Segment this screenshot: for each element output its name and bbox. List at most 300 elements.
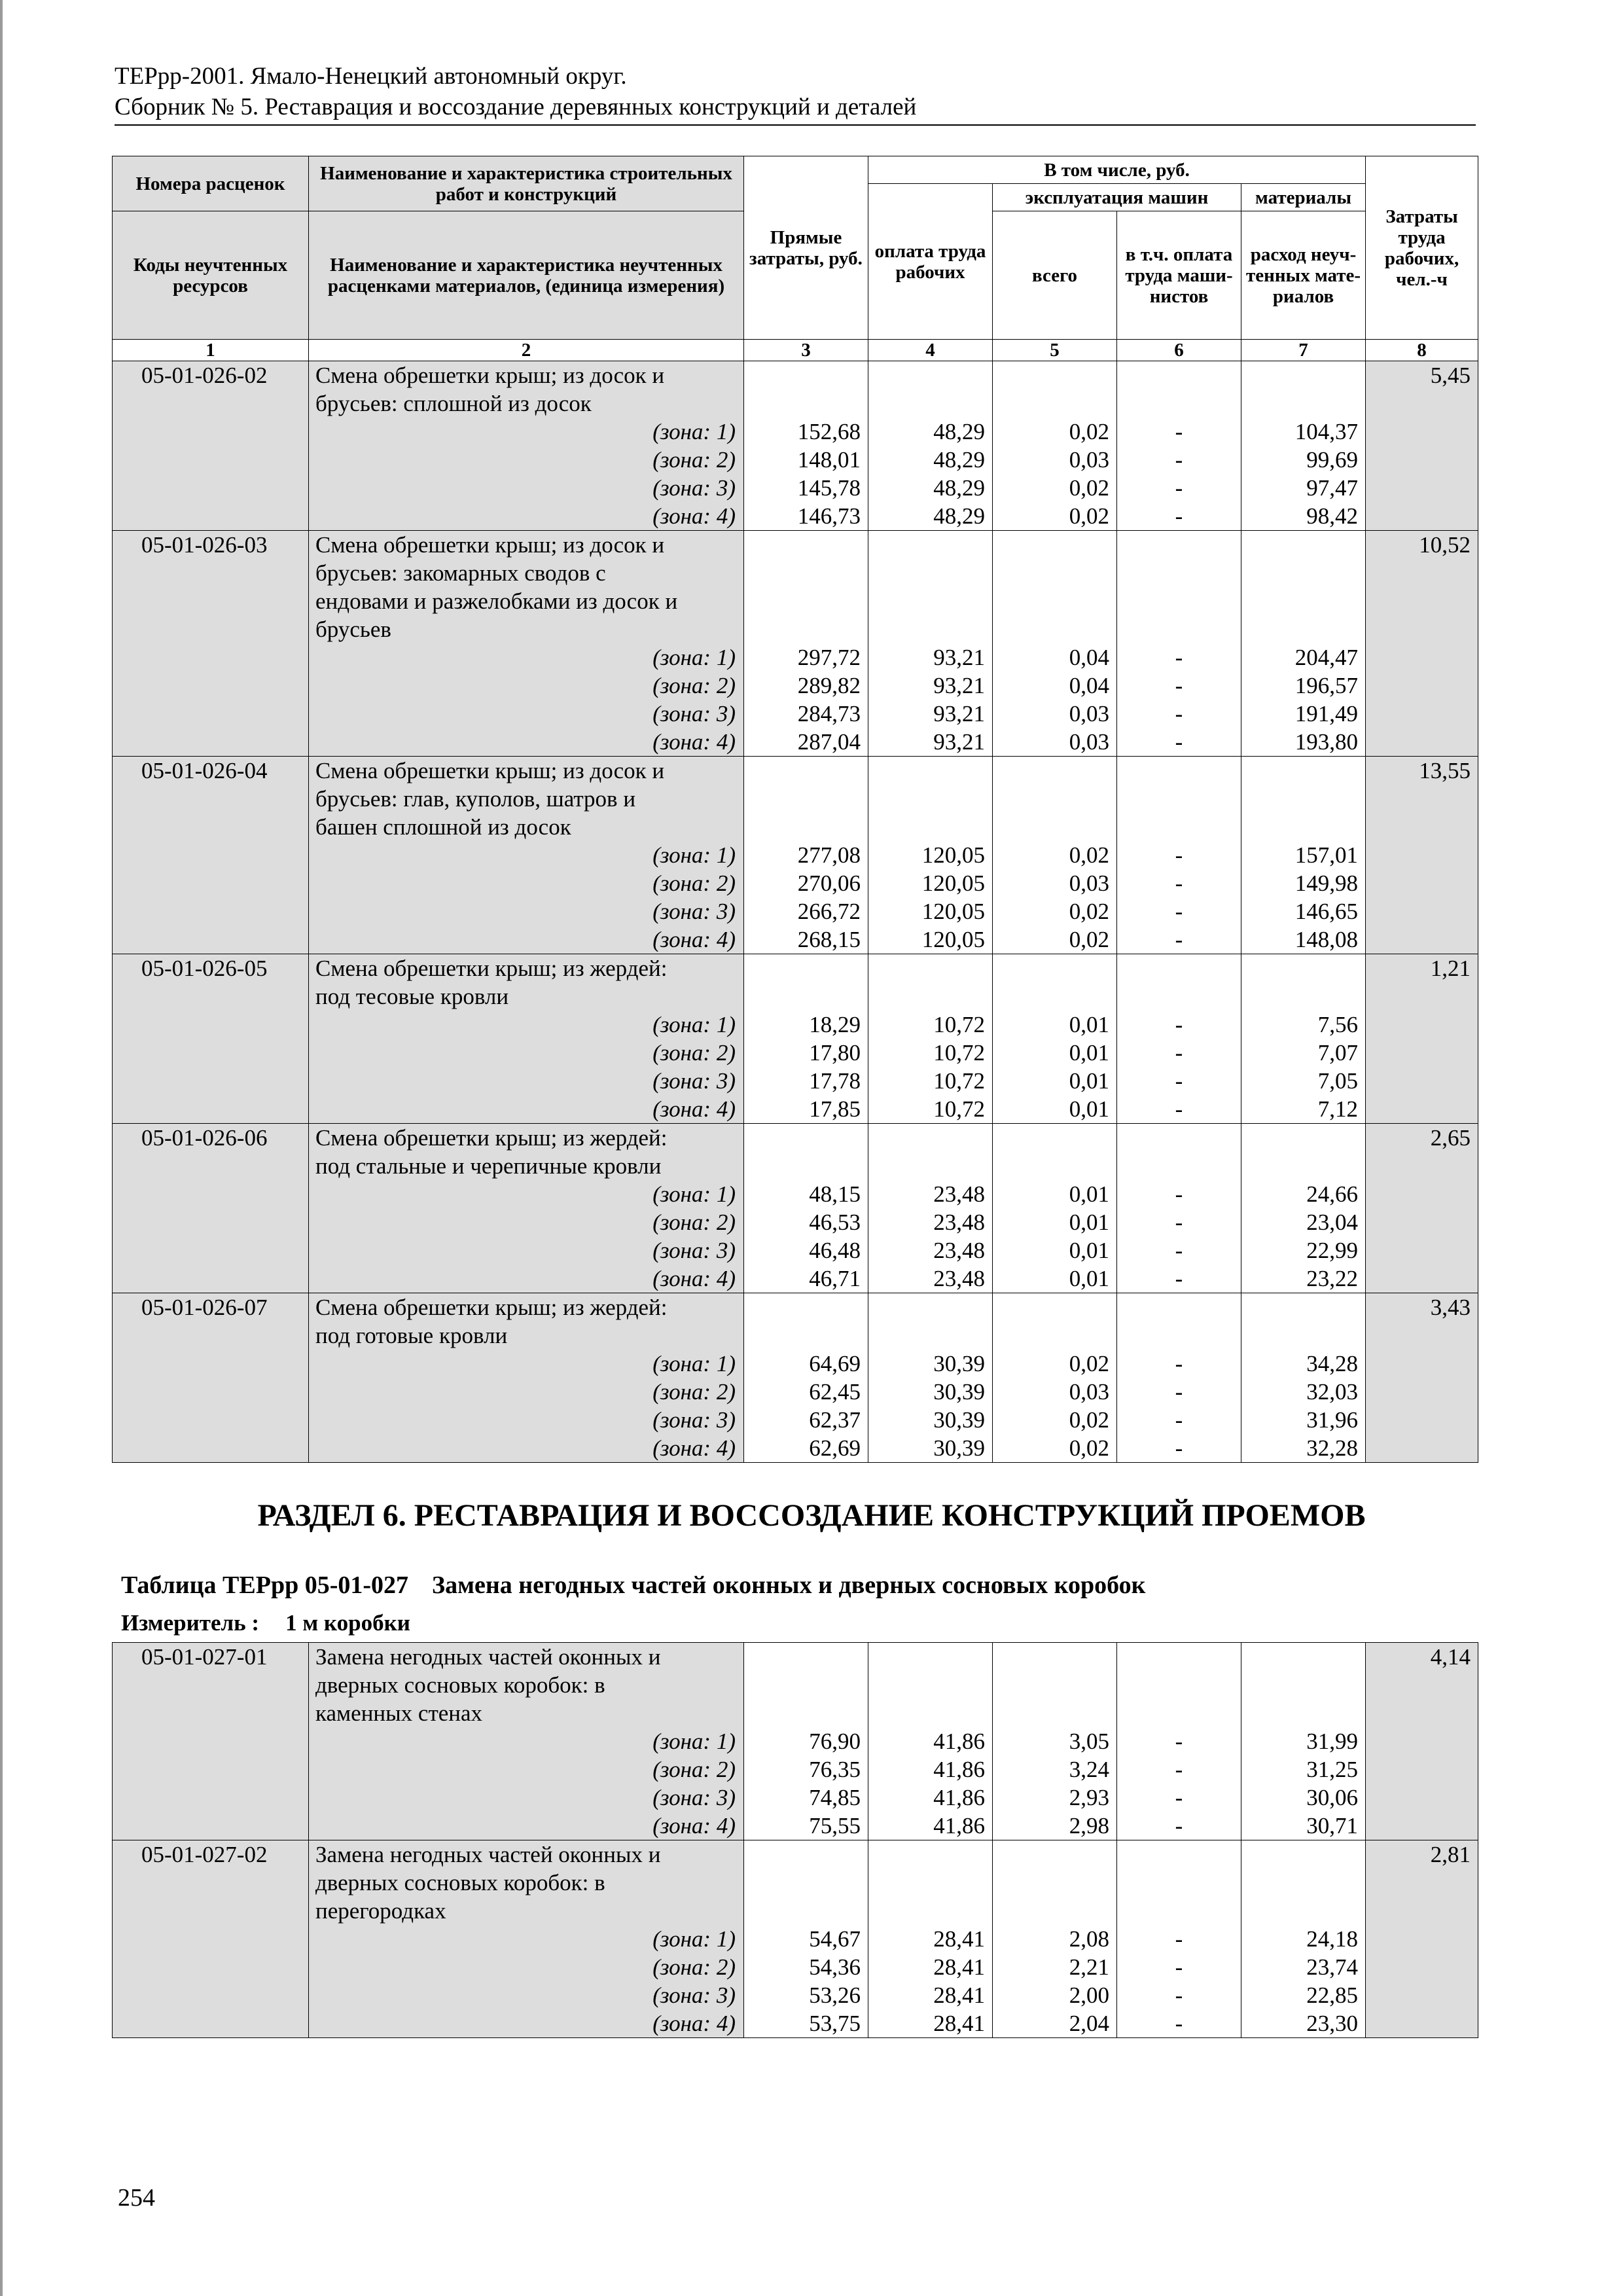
spacer xyxy=(868,1321,992,1350)
machines-total-value: 0,03 xyxy=(1069,729,1109,755)
spacer xyxy=(868,1152,992,1180)
rate-name-cell xyxy=(309,954,744,1124)
wages-value: 10,72 xyxy=(933,1096,985,1122)
direct-cost-value: 46,53 xyxy=(809,1210,861,1235)
spacer xyxy=(744,1869,868,1897)
materials-value: 23,30 xyxy=(1306,2011,1358,2036)
labor-cell xyxy=(1366,531,1478,757)
materials-value: 22,99 xyxy=(1306,1238,1359,1263)
machinist-wages-cell xyxy=(1117,1840,1241,2038)
spacer xyxy=(1241,1869,1365,1897)
wages-cell xyxy=(868,361,993,531)
col-wages-header: оплата труда рабочих xyxy=(868,184,993,340)
materials-value: 204,47 xyxy=(1294,645,1359,670)
spacer xyxy=(1117,813,1241,841)
materials-value: 30,06 xyxy=(1306,1785,1358,1810)
direct-cost-value: 145,78 xyxy=(797,475,861,501)
rate-name-line: башен сплошной из досок xyxy=(315,814,571,840)
machinist-wages-value: - xyxy=(1175,1926,1183,1952)
wages-value: 30,39 xyxy=(933,1379,985,1405)
wages-value: 30,39 xyxy=(933,1435,985,1461)
machinist-wages-cell xyxy=(1117,757,1241,954)
spacer xyxy=(1117,615,1241,643)
spacer xyxy=(1241,1840,1365,1869)
spacer xyxy=(993,361,1116,389)
zone-label: (зона: 1) xyxy=(652,1926,736,1952)
zone-label: (зона: 4) xyxy=(652,503,736,529)
direct-cost-cell xyxy=(744,1293,868,1463)
materials-value: 7,07 xyxy=(1317,1040,1359,1066)
direct-cost-value: 53,26 xyxy=(809,1982,861,2008)
machines-total-value: 0,01 xyxy=(1069,1266,1109,1291)
wages-cell xyxy=(868,1124,993,1293)
table-caption-label: Таблица ТЕРрр 05-01-027 xyxy=(121,1571,409,1599)
materials-value: 7,05 xyxy=(1317,1068,1359,1094)
zone-label: (зона: 3) xyxy=(652,1238,736,1263)
machines-total-value: 0,03 xyxy=(1069,447,1109,473)
rate-code-cell xyxy=(113,954,309,1124)
wages-value: 10,72 xyxy=(933,1012,985,1037)
machines-total-value: 0,04 xyxy=(1069,673,1109,698)
wages-value: 23,48 xyxy=(933,1210,985,1235)
rate-name-line: Смена обрешетки крыш; из досок и xyxy=(315,363,665,388)
spacer xyxy=(1117,587,1241,615)
wages-cell xyxy=(868,757,993,954)
rate-name-line: Смена обрешетки крыш; из досок и xyxy=(315,532,665,558)
table-caption-title: Замена негодных частей оконных и дверных сосновых коробок xyxy=(432,1571,1146,1599)
spacer xyxy=(1117,757,1241,785)
spacer xyxy=(744,1321,868,1350)
wages-cell xyxy=(868,531,993,757)
materials-cell xyxy=(1241,1840,1366,2038)
direct-cost-value: 277,08 xyxy=(797,842,861,868)
machinist-wages-value: - xyxy=(1175,1407,1183,1433)
spacer xyxy=(744,615,868,643)
machinist-wages-value: - xyxy=(1175,645,1183,670)
zone-label: (зона: 2) xyxy=(652,1379,736,1405)
page-number: 254 xyxy=(118,2184,155,2212)
spacer xyxy=(1241,1699,1365,1727)
col-number: 5 xyxy=(993,340,1117,361)
spacer xyxy=(868,1124,992,1152)
machines-total-value: 0,01 xyxy=(1069,1238,1109,1263)
rate-row xyxy=(113,1293,1478,1463)
labor-value: 5,45 xyxy=(1430,363,1471,388)
rate-row xyxy=(113,531,1478,757)
machines-total-value: 0,01 xyxy=(1069,1012,1109,1037)
zone-label: (зона: 2) xyxy=(652,870,736,896)
machines-total-value: 0,02 xyxy=(1069,1407,1109,1433)
zone-label: (зона: 3) xyxy=(652,1407,736,1433)
col-number: 1 xyxy=(113,340,309,361)
direct-cost-value: 74,85 xyxy=(809,1785,861,1810)
rate-code: 05-01-026-02 xyxy=(141,363,268,388)
spacer xyxy=(1117,559,1241,587)
spacer xyxy=(744,1293,868,1321)
zone-label: (зона: 4) xyxy=(652,729,736,755)
spacer xyxy=(744,389,868,418)
direct-cost-value: 152,68 xyxy=(797,419,861,444)
machinist-wages-value: - xyxy=(1175,1351,1183,1376)
rate-code-cell xyxy=(113,531,309,757)
spacer xyxy=(993,1152,1116,1180)
rate-name-line: дверных сосновых коробок: в xyxy=(315,1672,605,1698)
spacer xyxy=(744,813,868,841)
machines-total-value: 0,03 xyxy=(1069,1379,1109,1405)
machines-total-value: 2,04 xyxy=(1069,2011,1109,2036)
rate-row xyxy=(113,1124,1478,1293)
col-rate-no-header: Номера расценок xyxy=(113,156,309,211)
spacer xyxy=(1117,1293,1241,1321)
spacer xyxy=(868,1897,992,1925)
wages-value: 93,21 xyxy=(933,729,985,755)
spacer xyxy=(993,587,1116,615)
machinist-wages-value: - xyxy=(1175,729,1183,755)
wages-value: 41,86 xyxy=(933,1729,985,1754)
spacer xyxy=(993,785,1116,813)
rate-name-line: Смена обрешетки крыш; из жердей: xyxy=(315,1125,668,1151)
machines-total-cell xyxy=(993,954,1117,1124)
spacer xyxy=(744,1840,868,1869)
materials-value: 32,03 xyxy=(1306,1379,1359,1405)
spacer xyxy=(1241,757,1365,785)
running-header-title: ТЕРрр-2001. Ямало-Ненецкий автономный округ. xyxy=(115,63,627,90)
spacer xyxy=(993,1124,1116,1152)
direct-cost-value: 148,01 xyxy=(797,447,861,473)
machines-total-value: 0,01 xyxy=(1069,1181,1109,1207)
materials-cell xyxy=(1241,1293,1366,1463)
rate-code-cell xyxy=(113,361,309,531)
wages-value: 48,29 xyxy=(933,447,985,473)
spacer xyxy=(993,389,1116,418)
machines-total-cell xyxy=(993,1840,1117,2038)
materials-value: 7,56 xyxy=(1317,1012,1359,1037)
col-number: 3 xyxy=(744,340,868,361)
spacer xyxy=(1241,361,1365,389)
direct-cost-cell xyxy=(744,361,868,531)
materials-value: 146,65 xyxy=(1294,899,1359,924)
direct-cost-value: 146,73 xyxy=(797,503,861,529)
spacer xyxy=(868,1671,992,1699)
zone-label: (зона: 4) xyxy=(652,2011,736,2036)
machines-total-value: 0,01 xyxy=(1069,1068,1109,1094)
spacer xyxy=(744,785,868,813)
rate-name-cell xyxy=(309,757,744,954)
zone-label: (зона: 2) xyxy=(652,1210,736,1235)
rate-name-line: Замена негодных частей оконных и xyxy=(315,1644,661,1670)
wages-value: 41,86 xyxy=(933,1785,985,1810)
spacer xyxy=(1117,982,1241,1011)
spacer xyxy=(993,615,1116,643)
materials-cell xyxy=(1241,954,1366,1124)
spacer xyxy=(1117,1643,1241,1671)
labor-value: 10,52 xyxy=(1419,532,1471,558)
rates-table-1 xyxy=(112,156,1478,1463)
direct-cost-value: 75,55 xyxy=(809,1813,861,1839)
machines-total-value: 0,01 xyxy=(1069,1210,1109,1235)
machinist-wages-value: - xyxy=(1175,1954,1183,1980)
materials-value: 23,74 xyxy=(1306,1954,1358,1980)
rate-name-line: под тесовые кровли xyxy=(315,984,509,1009)
materials-value: 104,37 xyxy=(1294,419,1359,444)
machinist-wages-value: - xyxy=(1175,1096,1183,1122)
wages-value: 93,21 xyxy=(933,701,985,726)
machinist-wages-value: - xyxy=(1175,447,1183,473)
zone-label: (зона: 4) xyxy=(652,1435,736,1461)
spacer xyxy=(744,1643,868,1671)
direct-cost-value: 64,69 xyxy=(809,1351,861,1376)
spacer xyxy=(1241,1671,1365,1699)
machines-total-value: 0,02 xyxy=(1069,503,1109,529)
spacer xyxy=(993,1897,1116,1925)
spacer xyxy=(1117,1869,1241,1897)
col-materials-header: материалы xyxy=(1241,184,1366,211)
materials-value: 23,04 xyxy=(1306,1210,1359,1235)
direct-cost-value: 54,36 xyxy=(809,1954,861,1980)
spacer xyxy=(868,1643,992,1671)
materials-value: 31,25 xyxy=(1306,1757,1358,1782)
labor-cell xyxy=(1366,1643,1478,1840)
spacer xyxy=(868,559,992,587)
spacer xyxy=(993,1699,1116,1727)
wages-value: 10,72 xyxy=(933,1068,985,1094)
machinist-wages-value: - xyxy=(1175,1266,1183,1291)
labor-cell xyxy=(1366,1840,1478,2038)
rate-name-cell xyxy=(309,1643,744,1840)
machinist-wages-value: - xyxy=(1175,2011,1183,2036)
spacer xyxy=(1241,389,1365,418)
materials-value: 23,22 xyxy=(1306,1266,1359,1291)
wages-value: 48,29 xyxy=(933,475,985,501)
spacer xyxy=(993,982,1116,1011)
spacer xyxy=(868,954,992,982)
wages-cell xyxy=(868,1840,993,2038)
machines-total-cell xyxy=(993,1643,1117,1840)
col-direct-cost-header: Прямые затраты, руб. xyxy=(744,156,868,340)
machines-total-value: 2,00 xyxy=(1069,1982,1109,2008)
labor-value: 3,43 xyxy=(1430,1295,1471,1320)
machinist-wages-cell xyxy=(1117,1293,1241,1463)
labor-cell xyxy=(1366,1293,1478,1463)
spacer xyxy=(993,1840,1116,1869)
machinist-wages-value: - xyxy=(1175,842,1183,868)
wages-value: 41,86 xyxy=(933,1757,985,1782)
direct-cost-value: 297,72 xyxy=(797,645,861,670)
zone-label: (зона: 4) xyxy=(652,1266,736,1291)
direct-cost-value: 284,73 xyxy=(797,701,861,726)
zone-label: (зона: 1) xyxy=(652,1181,736,1207)
zone-label: (зона: 4) xyxy=(652,1813,736,1839)
labor-cell xyxy=(1366,954,1478,1124)
spacer xyxy=(868,785,992,813)
wages-value: 28,41 xyxy=(933,1926,985,1952)
machines-total-value: 0,02 xyxy=(1069,1435,1109,1461)
machines-total-value: 0,01 xyxy=(1069,1096,1109,1122)
rate-name-cell xyxy=(309,531,744,757)
materials-value: 24,66 xyxy=(1306,1181,1359,1207)
rate-name-line: под готовые кровли xyxy=(315,1323,508,1348)
spacer xyxy=(1117,1321,1241,1350)
col-resource-name-header: Наименование и характеристика неучтенных расценками материалов, (единица измерения) xyxy=(309,211,744,340)
rate-name-line: Замена негодных частей оконных и xyxy=(315,1842,661,1867)
direct-cost-value: 46,71 xyxy=(809,1266,861,1291)
spacer xyxy=(868,361,992,389)
spacer xyxy=(1117,1152,1241,1180)
machinist-wages-value: - xyxy=(1175,1982,1183,2008)
machines-total-value: 0,02 xyxy=(1069,899,1109,924)
rate-row xyxy=(113,361,1478,531)
wages-value: 93,21 xyxy=(933,673,985,698)
spacer xyxy=(744,587,868,615)
rate-name-cell xyxy=(309,361,744,531)
direct-cost-value: 17,80 xyxy=(809,1040,861,1066)
machinist-wages-value: - xyxy=(1175,1757,1183,1782)
rate-name-line: Смена обрешетки крыш; из жердей: xyxy=(315,1295,668,1320)
direct-cost-value: 18,29 xyxy=(809,1012,861,1037)
labor-value: 13,55 xyxy=(1419,758,1471,783)
wages-value: 23,48 xyxy=(933,1181,985,1207)
rate-code-cell xyxy=(113,1643,309,1840)
spacer xyxy=(993,1671,1116,1699)
col-machines-header: эксплуатация машин xyxy=(993,184,1241,211)
materials-cell xyxy=(1241,1124,1366,1293)
section-title: РАЗДЕЛ 6. РЕСТАВРАЦИЯ И ВОССОЗДАНИЕ КОНСТРУКЦИЙ ПРОЕМОВ xyxy=(257,1498,1366,1533)
materials-value: 31,96 xyxy=(1306,1407,1359,1433)
col-number: 6 xyxy=(1117,340,1241,361)
machinist-wages-cell xyxy=(1117,361,1241,531)
spacer xyxy=(744,559,868,587)
direct-cost-value: 62,69 xyxy=(809,1435,861,1461)
spacer xyxy=(744,982,868,1011)
rates-table-2 xyxy=(112,1642,1478,2038)
spacer xyxy=(993,1321,1116,1350)
spacer xyxy=(1241,587,1365,615)
col-machines-total-header: всего xyxy=(993,211,1117,340)
spacer xyxy=(1117,389,1241,418)
wages-cell xyxy=(868,1293,993,1463)
materials-value: 149,98 xyxy=(1294,870,1359,896)
spacer xyxy=(744,757,868,785)
rate-code: 05-01-026-03 xyxy=(141,532,268,558)
rate-name-line: перегородках xyxy=(315,1898,446,1924)
wages-value: 23,48 xyxy=(933,1238,985,1263)
machines-total-value: 0,02 xyxy=(1069,927,1109,952)
materials-cell xyxy=(1241,1643,1366,1840)
materials-value: 22,85 xyxy=(1306,1982,1358,2008)
machinist-wages-value: - xyxy=(1175,1813,1183,1839)
wages-value: 28,41 xyxy=(933,1954,985,1980)
materials-value: 24,18 xyxy=(1306,1926,1358,1952)
machines-total-value: 0,02 xyxy=(1069,419,1109,444)
materials-value: 7,12 xyxy=(1317,1096,1359,1122)
direct-cost-value: 17,78 xyxy=(809,1068,861,1094)
materials-value: 191,49 xyxy=(1294,701,1359,726)
materials-value: 34,28 xyxy=(1306,1351,1359,1376)
spacer xyxy=(868,587,992,615)
rate-code-cell xyxy=(113,1293,309,1463)
machines-total-value: 3,05 xyxy=(1069,1729,1109,1754)
direct-cost-cell xyxy=(744,1840,868,2038)
machines-total-value: 0,02 xyxy=(1069,475,1109,501)
col-number: 8 xyxy=(1366,340,1478,361)
spacer xyxy=(744,954,868,982)
measure-value: 1 м коробки xyxy=(285,1610,410,1636)
machinist-wages-value: - xyxy=(1175,673,1183,698)
spacer xyxy=(1241,1293,1365,1321)
direct-cost-value: 270,06 xyxy=(797,870,861,896)
machines-total-value: 2,98 xyxy=(1069,1813,1109,1839)
spacer xyxy=(1117,1699,1241,1727)
labor-value: 4,14 xyxy=(1430,1644,1471,1670)
labor-cell xyxy=(1366,1124,1478,1293)
machinist-wages-value: - xyxy=(1175,1040,1183,1066)
wages-value: 30,39 xyxy=(933,1351,985,1376)
spacer xyxy=(993,813,1116,841)
wages-value: 28,41 xyxy=(933,2011,985,2036)
materials-value: 196,57 xyxy=(1294,673,1359,698)
spacer xyxy=(1117,361,1241,389)
col-labor-header: Затраты труда рабочих, чел.-ч xyxy=(1366,156,1478,340)
machines-total-cell xyxy=(993,1293,1117,1463)
direct-cost-value: 54,67 xyxy=(809,1926,861,1952)
zone-label: (зона: 3) xyxy=(652,475,736,501)
zone-label: (зона: 3) xyxy=(652,1068,736,1094)
machines-total-value: 2,21 xyxy=(1069,1954,1109,1980)
col-incl-header: В том числе, руб. xyxy=(868,156,1366,184)
spacer xyxy=(1241,813,1365,841)
measure-label: Измеритель : xyxy=(121,1610,260,1636)
direct-cost-value: 62,45 xyxy=(809,1379,861,1405)
machines-total-value: 3,24 xyxy=(1069,1757,1109,1782)
spacer xyxy=(744,1671,868,1699)
col-number: 7 xyxy=(1241,340,1366,361)
spacer xyxy=(1241,1124,1365,1152)
rate-code-cell xyxy=(113,757,309,954)
wages-value: 10,72 xyxy=(933,1040,985,1066)
spacer xyxy=(1241,1152,1365,1180)
rate-name-line: каменных стенах xyxy=(315,1700,483,1726)
rate-name-cell xyxy=(309,1124,744,1293)
rate-code: 05-01-026-07 xyxy=(141,1295,268,1320)
spacer xyxy=(1241,559,1365,587)
machinist-wages-value: - xyxy=(1175,927,1183,952)
col-number: 2 xyxy=(309,340,744,361)
machinist-wages-value: - xyxy=(1175,1012,1183,1037)
rate-name-line: ендовами и разжелобками из досок и xyxy=(315,588,678,614)
spacer xyxy=(868,1293,992,1321)
rate-code: 05-01-027-01 xyxy=(141,1644,268,1670)
direct-cost-value: 268,15 xyxy=(797,927,861,952)
rate-row xyxy=(113,757,1478,954)
spacer xyxy=(993,757,1116,785)
spacer xyxy=(868,615,992,643)
materials-value: 32,28 xyxy=(1306,1435,1359,1461)
zone-label: (зона: 3) xyxy=(652,1982,736,2008)
rate-code-cell xyxy=(113,1124,309,1293)
spacer xyxy=(1241,785,1365,813)
spacer xyxy=(1241,1643,1365,1671)
rate-name-line: брусьев: глав, куполов, шатров и xyxy=(315,786,636,812)
materials-cell xyxy=(1241,361,1366,531)
direct-cost-value: 266,72 xyxy=(797,899,861,924)
machinist-wages-value: - xyxy=(1175,870,1183,896)
spacer xyxy=(1117,531,1241,559)
wages-value: 23,48 xyxy=(933,1266,985,1291)
header-rule xyxy=(115,124,1476,126)
labor-value: 2,65 xyxy=(1430,1125,1471,1151)
spacer xyxy=(993,531,1116,559)
zone-label: (зона: 2) xyxy=(652,673,736,698)
